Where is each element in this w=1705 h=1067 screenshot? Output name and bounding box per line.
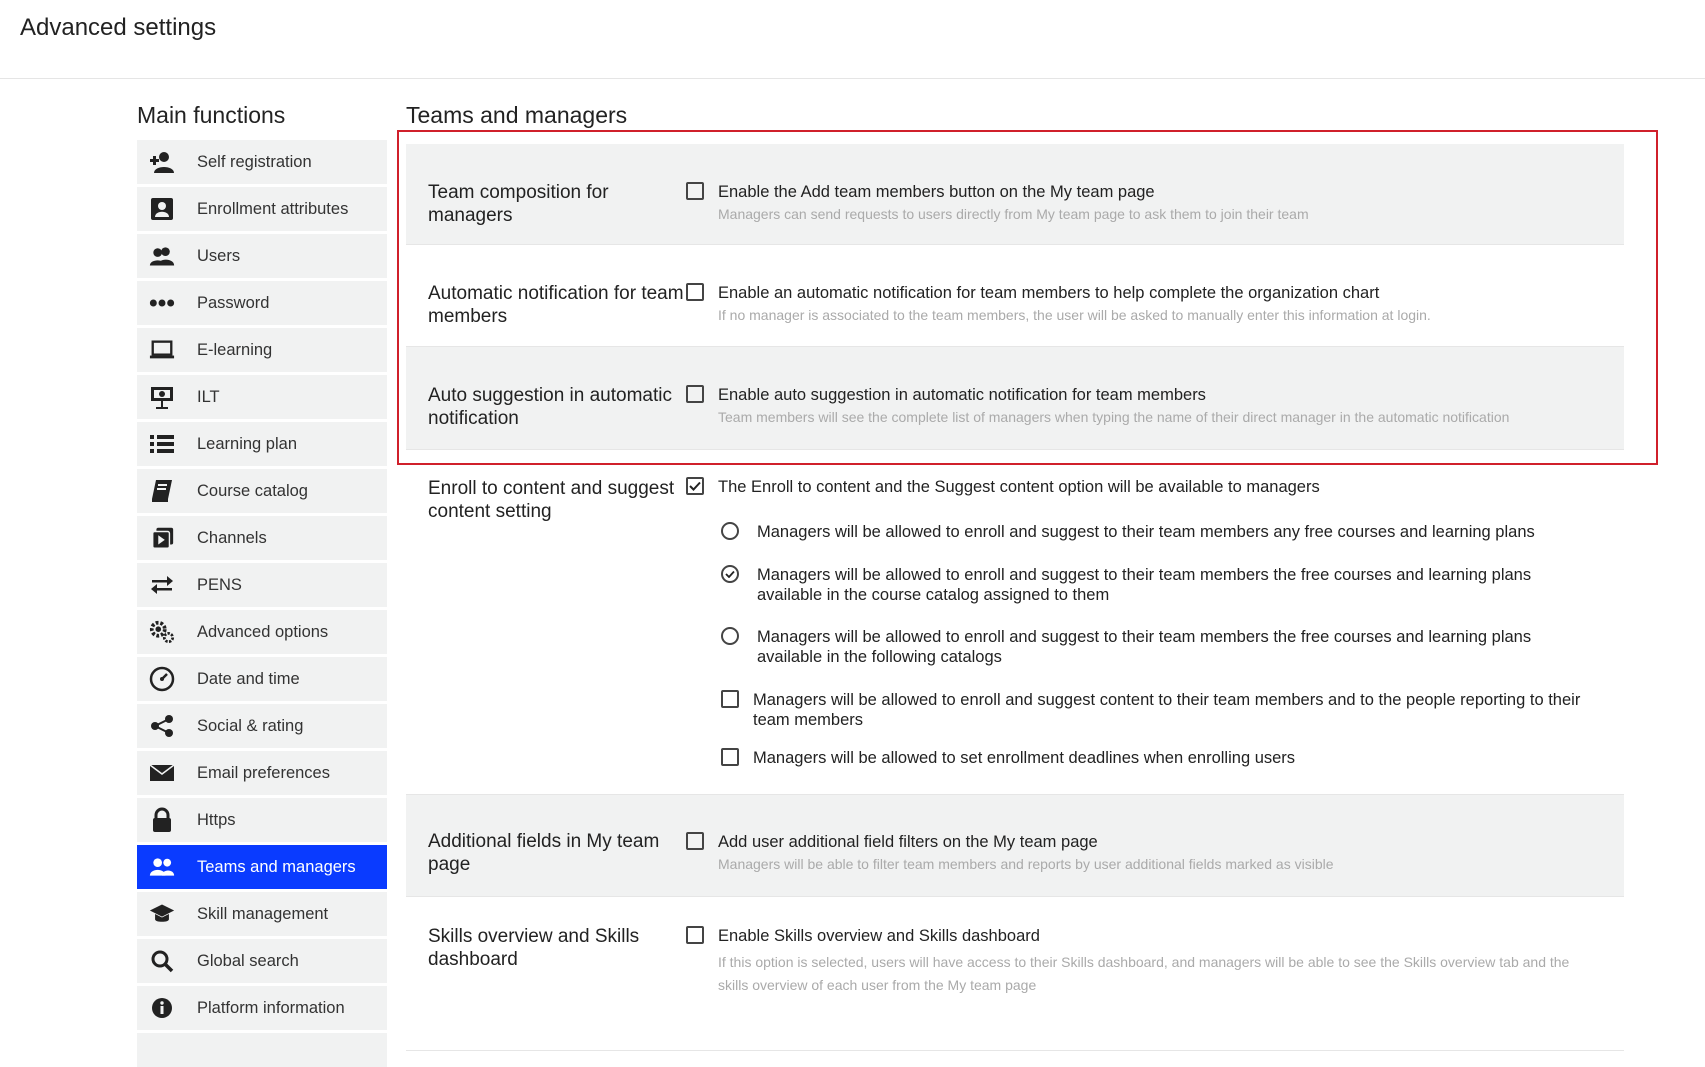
auto-suggestion-checkbox[interactable] — [686, 385, 704, 403]
channels-icon — [149, 525, 175, 551]
option-label: Managers will be allowed to enroll and suggest to their team members the free courses and learning plans available in the course catalog assigned to them — [757, 566, 1532, 604]
dots-icon — [149, 290, 175, 316]
sidebar-item-label: Learning plan — [197, 434, 297, 453]
option-label: Managers will be allowed to set enrollment deadlines when enrolling users — [753, 749, 1296, 767]
option-description: Team members will see the complete list of managers when typing the name of their direct manager in the automatic notification — [718, 409, 1510, 425]
setting-row-auto-notification — [406, 245, 1624, 347]
team-icon — [149, 854, 175, 880]
sidebar-item-label: E-learning — [197, 340, 273, 359]
additional-fields-checkbox[interactable] — [686, 832, 704, 850]
arrows-exchange-icon — [149, 572, 175, 598]
enroll-deadlines-checkbox[interactable] — [721, 748, 739, 766]
sidebar-item-label: Advanced options — [197, 622, 329, 641]
option-label: Managers will be allowed to enroll and suggest content to their team members and to the people reporting to their team members — [753, 691, 1581, 729]
id-card-icon — [149, 196, 175, 222]
envelope-icon — [149, 760, 175, 786]
sidebar-list — [137, 140, 387, 1067]
sidebar-item-label: ILT — [197, 387, 220, 406]
option-description: Managers will be able to filter team members and reports by user additional fields marked as visible — [718, 856, 1334, 872]
sidebar-item-users[interactable] — [137, 234, 387, 281]
option-label: Managers will be allowed to enroll and suggest to their team members the free courses and learning plans available in the following catalogs — [757, 628, 1532, 666]
sidebar-item-label: Global search — [197, 951, 299, 970]
enroll-reporting-checkbox[interactable] — [721, 690, 739, 708]
sidebar-item-pens[interactable] — [137, 563, 387, 610]
setting-label: Additional fields in My team page — [428, 831, 660, 875]
sidebar-item-channels[interactable] — [137, 516, 387, 563]
auto-notification-checkbox[interactable] — [686, 283, 704, 301]
sidebar-title: Main functions — [137, 102, 286, 128]
sidebar-item-teams-and-managers[interactable] — [137, 845, 387, 892]
lock-icon — [149, 807, 175, 833]
option-description: Managers can send requests to users directly from My team page to ask them to join their team — [718, 206, 1309, 222]
sidebar-item-label: Skill management — [197, 904, 329, 923]
main-content — [406, 98, 1624, 1051]
sidebar-item-course-catalog[interactable] — [137, 469, 387, 516]
sidebar-item-label: Teams and managers — [197, 857, 356, 876]
sidebar-item-self-registration[interactable] — [137, 140, 387, 187]
enroll-radio-following-catalogs[interactable] — [721, 627, 739, 645]
list-icon — [149, 431, 175, 457]
option-description: If this option is selected, users will have access to their Skills dashboard, and managers will be able to see the Skills overview tab and the skills overview of each user from the My team page — [718, 954, 1570, 993]
laptop-icon — [149, 337, 175, 363]
user-plus-icon — [149, 149, 175, 175]
setting-row-skills — [406, 897, 1624, 1051]
enroll-radio-assigned-catalog[interactable] — [721, 565, 739, 583]
graduation-cap-icon — [149, 901, 175, 927]
option-description: If no manager is associated to the team members, the user will be asked to manually enter this information at login. — [718, 307, 1431, 323]
sidebar-item-label: Password — [197, 293, 270, 312]
sidebar-item-global-search[interactable] — [137, 939, 387, 986]
enroll-checkbox[interactable] — [686, 477, 704, 495]
sidebar-item-label: Date and time — [197, 669, 300, 688]
search-icon — [149, 948, 175, 974]
setting-label: Enroll to content and suggest content setting — [428, 478, 675, 522]
sidebar-item-email-preferences[interactable] — [137, 751, 387, 798]
setting-row-auto-suggestion — [406, 347, 1624, 450]
gears-icon — [149, 619, 175, 645]
option-label: Managers will be allowed to enroll and suggest to their team members any free courses and learning plans — [757, 523, 1535, 541]
option-label: Add user additional field filters on the My team page — [718, 833, 1098, 851]
sidebar-item-label: Self registration — [197, 152, 312, 171]
setting-row-enroll — [406, 450, 1624, 795]
sidebar-item-enrollment-attributes[interactable] — [137, 187, 387, 234]
sidebar-item-password[interactable] — [137, 281, 387, 328]
sidebar-item-label: Platform information — [197, 998, 345, 1017]
sidebar-item-https[interactable] — [137, 798, 387, 845]
checkmark-icon — [725, 570, 735, 578]
team-composition-checkbox[interactable] — [686, 182, 704, 200]
option-label: Enable auto suggestion in automatic notification for team members — [718, 386, 1206, 404]
page-title: Advanced settings — [20, 14, 217, 41]
sidebar — [137, 98, 387, 1067]
sidebar-item-advanced-options[interactable] — [137, 610, 387, 657]
clock-icon — [149, 666, 175, 692]
option-label: Enable Skills overview and Skills dashboard — [718, 927, 1040, 945]
option-label: Enable the Add team members button on the My team page — [718, 183, 1155, 201]
sidebar-item-label: PENS — [197, 575, 242, 594]
setting-row-team-composition — [406, 144, 1624, 245]
section-title: Teams and managers — [406, 102, 628, 128]
setting-label: Skills overview and Skills dashboard — [428, 926, 640, 970]
sidebar-item-label: Email preferences — [197, 763, 330, 782]
setting-row-additional-fields — [406, 795, 1624, 897]
sidebar-item-social-rating[interactable] — [137, 704, 387, 751]
book-icon — [149, 478, 175, 504]
sidebar-item-label: Social & rating — [197, 716, 304, 735]
sidebar-item-label: Enrollment attributes — [197, 199, 349, 218]
sidebar-item-label: Https — [197, 810, 236, 829]
sidebar-item-skill-management[interactable] — [137, 892, 387, 939]
sidebar-item-label: Channels — [197, 528, 267, 547]
setting-label: Automatic notification for team members — [428, 283, 684, 327]
sidebar-item-e-learning[interactable] — [137, 328, 387, 375]
enroll-radio-any[interactable] — [721, 522, 739, 540]
share-icon — [149, 713, 175, 739]
sidebar-item-date-and-time[interactable] — [137, 657, 387, 704]
sidebar-item-ilt[interactable] — [137, 375, 387, 422]
skills-checkbox[interactable] — [686, 926, 704, 944]
sidebar-item-label: Course catalog — [197, 481, 308, 500]
sidebar-item-label: Users — [197, 246, 241, 265]
option-label: The Enroll to content and the Suggest content option will be available to managers — [718, 478, 1320, 496]
header-bar — [0, 0, 1705, 79]
option-label: Enable an automatic notification for team members to help complete the organization chart — [718, 284, 1380, 302]
sidebar-item-platform-information[interactable] — [137, 986, 387, 1033]
setting-label: Team composition for managers — [428, 182, 609, 226]
presentation-icon — [149, 384, 175, 410]
setting-label: Auto suggestion in automatic notification — [428, 385, 672, 429]
info-icon — [149, 995, 175, 1021]
sidebar-item-learning-plan[interactable] — [137, 422, 387, 469]
users-icon — [149, 243, 175, 269]
checkmark-icon — [689, 481, 701, 491]
